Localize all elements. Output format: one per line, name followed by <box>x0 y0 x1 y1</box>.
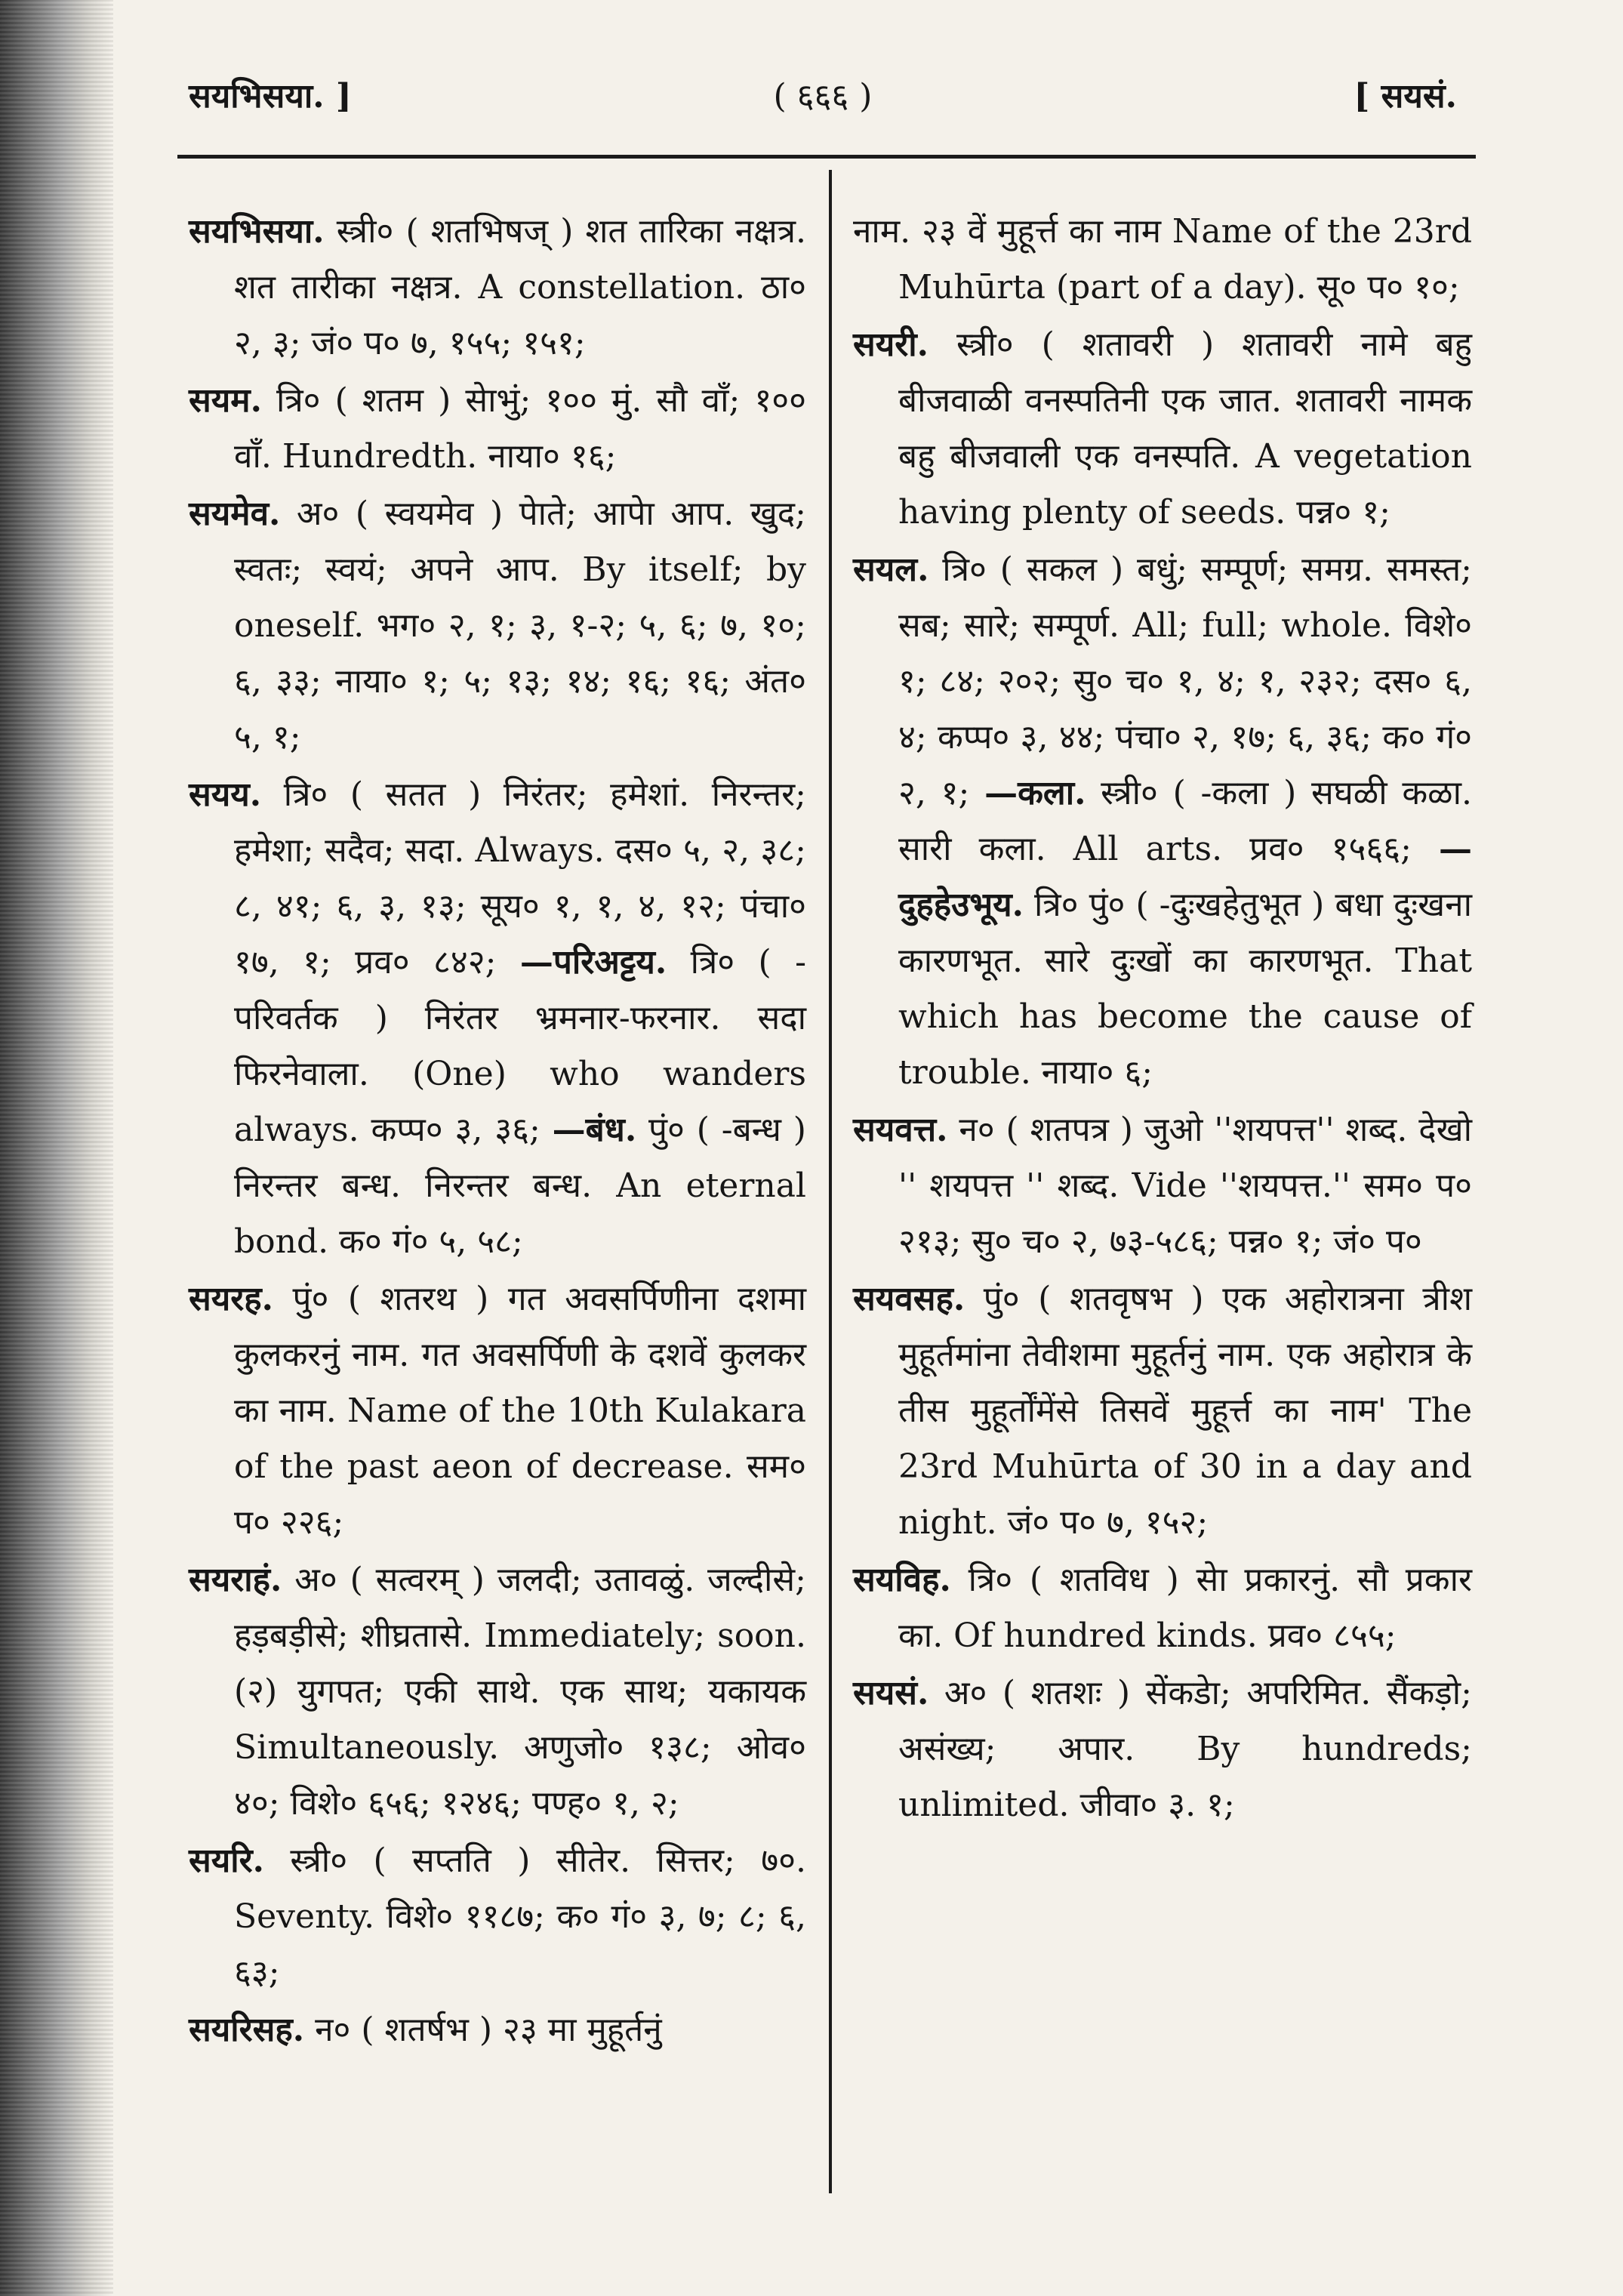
page-binding-shadow <box>0 0 113 2296</box>
entry-body: अ० ( सत्वरम् ) जलदी; उतावळुं. जल्दीसे; हड़बड़ीसे; शीघ्रतासे. Immediately; soon. (२) युगपत; एकी साथे. एक साथ; यकायक Simultaneously. अणुजो० १३८; ओव० ४०; विशे० ६५६; १२४६; पण्ह० १, २; <box>234 1561 806 1823</box>
sub-headword: —बंध. <box>552 1111 637 1149</box>
sub-headword: —दुहहेउभूय. <box>898 830 1472 924</box>
left-column <box>189 204 806 2060</box>
header-right-guideword: [ सयसं. <box>1354 77 1457 116</box>
entry-body: पुं० ( शतरथ ) गत अवसर्पिणीना दशमा कुलकरनुं नाम. गत अवसर्पिणी के दशवें कुलकर का नाम. Name of the 10th Kulakara of the past aeon of decrease. सम० प० २२६; <box>234 1280 806 1542</box>
entry-body: स्त्री० ( शतावरी ) शतावरी नामे बहु बीजवाळी वनस्पतिनी एक जात. शतावरी नामक बहु बीजवाली एक वनस्पति. A vegetation having plenty of seeds. पन्न० १; <box>898 325 1472 532</box>
headword: सयरह. <box>189 1280 273 1318</box>
dictionary-entry <box>853 1271 1472 1551</box>
headword: सयवसह. <box>853 1280 965 1318</box>
entry-body: न० ( शतपत्र ) जुओ ''शयपत्त'' शब्द. देखो '' शयपत्त '' शब्द. Vide ''शयपत्त.'' सम० प० २१३; सु० च० २, ७३-५८६; पन्न० १; जं० प० <box>898 1111 1472 1261</box>
entry-body: त्रि० ( शतविध ) सेा प्रकारनुं. सौ प्रकार का. Of hundred kinds. प्रव० ८५५; <box>898 1561 1472 1655</box>
dictionary-entry <box>189 767 806 1270</box>
dictionary-entry <box>189 373 806 485</box>
right-column <box>853 204 1472 1835</box>
dictionary-entry <box>853 317 1472 541</box>
entry-body: त्रि० ( सकल ) बधुं; सम्पूर्ण; समग्र. समस्त; सब; सारे; सम्पूर्ण. All; full; whole. विशे० १; ८४; २०२; सु० च० १, ४; १, २३२; दस० ६, ४; कप्प० ३, ४४; पंचा० २, १७; ६, ३६; क० गं० २, १; <box>898 550 1472 812</box>
entry-body: अ० ( स्वयमेव ) पेाते; आपेा आप. खुद; स्वतः; स्वयं; अपने आप. By itself; by oneself. भग० २, १; ३, १-२; ५, ६; ७, १०; ६, ३३; नाया० १; ५; १३; १४; १६; १६; अंत० ५, १; <box>234 495 806 757</box>
header-rule <box>177 155 1476 159</box>
entry-body: स्त्री० ( शतभिषज् ) शत तारिका नक्षत्र. शत तारीका नक्षत्र. A constellation. ठा० २, ३; जं० प० ७, १५५; १५१; <box>234 212 806 362</box>
headword: सयराहं. <box>189 1561 282 1599</box>
entry-body: अ० ( शतशः ) सेंकडेा; अपरिमित. सैंकड़ो; असंख्य; अपार. By hundreds; unlimited. जीवा० ३. १; <box>898 1674 1472 1824</box>
headword: सयरिसह. <box>189 2011 305 2049</box>
headword: सयरी. <box>853 325 929 364</box>
headword: सयम. <box>189 381 262 420</box>
dictionary-entry <box>189 1271 806 1551</box>
headword: सयमेव. <box>189 495 281 533</box>
sub-entry-body: स्त्री० ( -कला ) सघळी कळा. सारी कला. All arts. प्रव० १५६६; <box>898 774 1472 868</box>
dictionary-entry-continued <box>853 204 1472 316</box>
headword: सयय. <box>189 775 262 814</box>
dictionary-entry <box>853 1666 1472 1833</box>
headword: सयसं. <box>853 1674 929 1712</box>
page-header <box>189 72 1457 117</box>
headword: सयल. <box>853 550 929 589</box>
sub-headword: —परिअट्टय. <box>519 943 667 982</box>
dictionary-entry <box>189 2002 806 2058</box>
page-number: ( ६६६ ) <box>773 77 873 116</box>
dictionary-entry <box>189 486 806 766</box>
sub-entry-body: पुं० ( -बन्ध ) निरन्तर बन्ध. निरन्तर बन्ध. An eternal bond. क० गं० ५, ५८; <box>234 1111 806 1261</box>
entry-body: त्रि० ( शतम ) सेाभुं; १०० मुं. सौ वाँ; १०० वाँ. Hundredth. नाया० १६; <box>234 381 806 476</box>
dictionary-entry <box>189 1552 806 1832</box>
entry-body: स्त्री० ( सप्तति ) सीतेर. सित्तर; ७०. Seventy. विशे० ११८७; क० गं० ३, ७; ८; ६, ६३; <box>234 1841 806 1992</box>
headword: सयवत्त. <box>853 1111 948 1149</box>
dictionary-entry <box>189 204 806 371</box>
dictionary-entry <box>853 1102 1472 1270</box>
entry-body: त्रि० ( सतत ) निरंतर; हमेशां. निरन्तर; हमेशा; सदैव; सदा. Always. दस० ५, २, ३८; ८, ४१; ६, ३, १३; सूय० १, १, ४, १२; पंचा० १७, १; प्रव० ८४२; <box>234 775 806 982</box>
dictionary-entry <box>853 1552 1472 1664</box>
dictionary-entry <box>189 1833 806 2001</box>
headword: सयविह. <box>853 1561 951 1599</box>
sub-entry-body: त्रि० पुं० ( -दुःखहेतुभूत ) बधा दुःखना कारणभूत. सारे दुःखों का कारणभूत. That which has become the cause of trouble. नाया० ६; <box>898 886 1472 1092</box>
header-left-guideword: सयभिसया. ] <box>189 77 352 116</box>
entry-body: पुं० ( शतवृषभ ) एक अहोरात्रना त्रीश मुहूर्तमांना तेवीशमा मुहूर्तनुं नाम. एक अहोरात्र के तीस मुहूर्तोंमेंसे तिसवें मुहूर्त्त का नाम' The 23rd Muhūrta of 30 in a day and night. जं० प० ७, १५२; <box>898 1280 1472 1542</box>
headword: सयभिसया. <box>189 212 325 251</box>
sub-entry-body: त्रि० ( -परिवर्तक ) निरंतर भ्रमनार-फरनार. सदा फिरनेवाला. (One) who wanders always. कप्प० ३, ३६; <box>234 943 806 1149</box>
dictionary-entry <box>853 542 1472 1101</box>
column-divider <box>829 170 832 2193</box>
entry-body: नाम. २३ वें मुहूर्त्त का नाम Name of the 23rd Muhūrta (part of a day). सू० प० १०; <box>853 212 1472 307</box>
headword: सयरि. <box>189 1841 264 1880</box>
sub-headword: —कला. <box>984 774 1086 812</box>
entry-body: न० ( शतर्षभ ) २३ मा मुहूर्तनुं <box>315 2011 662 2049</box>
